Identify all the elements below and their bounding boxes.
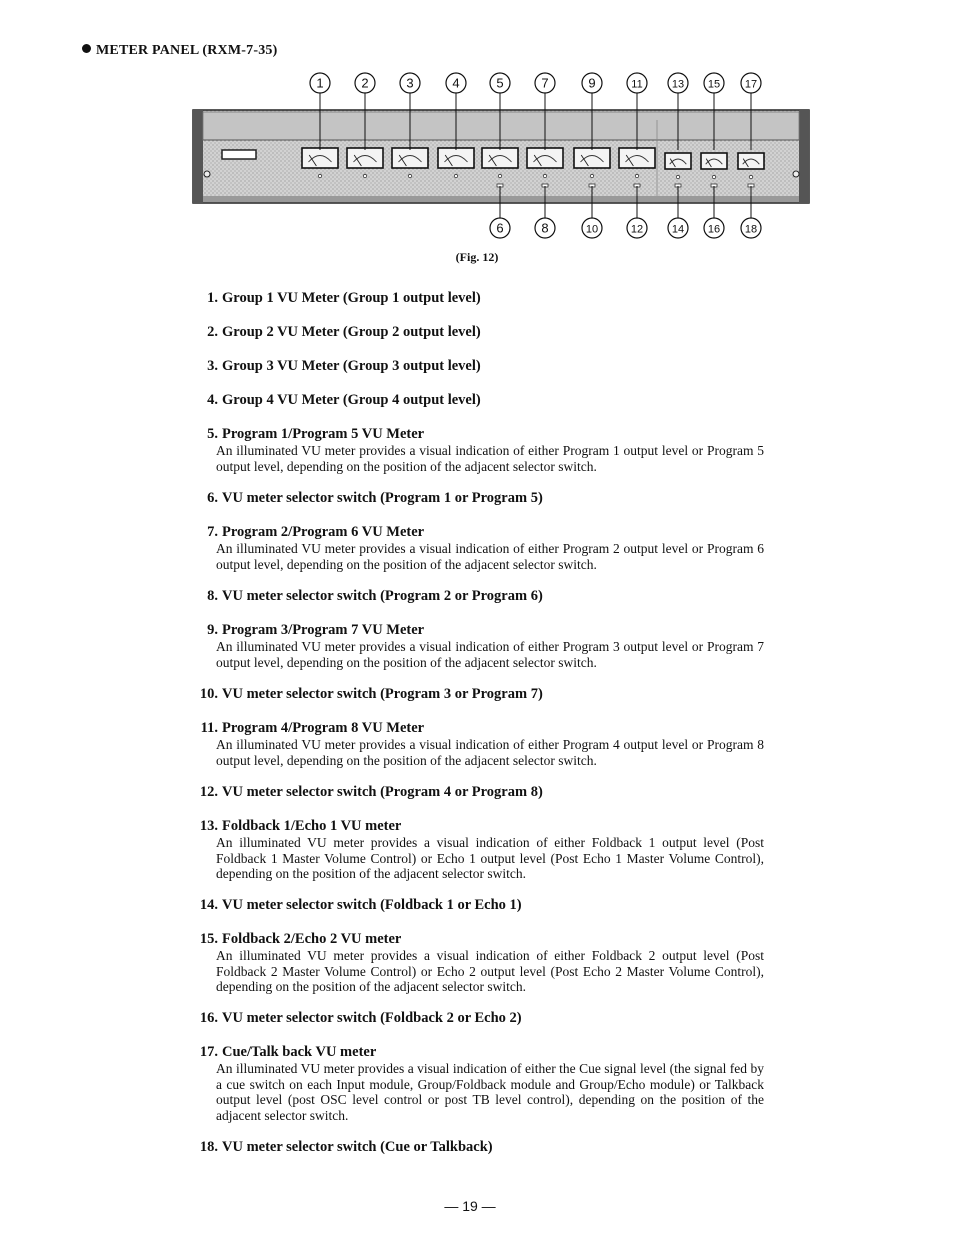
section-heading-text: METER PANEL (RXM-7-35) [96, 43, 278, 58]
list-item [186, 358, 776, 375]
item-number: 8. [207, 588, 218, 604]
item-description: An illuminated VU meter provides a visual indication of either Foldback 2 output level (Post Foldback 2 Master Volume Control) or Echo 2 output level (Post Echo 2 Master Volume Control), depending on the position of the adjacent selector switch. [216, 948, 764, 995]
list-item [186, 1044, 776, 1123]
item-number: 9. [207, 622, 218, 638]
item-number: 18. [199, 1139, 218, 1155]
callout-number: 1 [316, 75, 324, 91]
callout-number: 5 [496, 75, 504, 91]
item-number: 11. [200, 720, 218, 736]
list-item [186, 290, 776, 307]
item-number: 5. [207, 426, 218, 442]
item-title: Group 3 VU Meter (Group 3 output level) [222, 358, 481, 374]
item-description: An illuminated VU meter provides a visual indication of either Program 1 output level or Program 5 output level, depending on the position of the adjacent selector switch. [216, 443, 764, 474]
item-title: Program 4/Program 8 VU Meter [222, 720, 425, 736]
item-title: Program 3/Program 7 VU Meter [222, 622, 425, 638]
item-number: 15. [199, 931, 218, 947]
item-title: Program 2/Program 6 VU Meter [222, 524, 425, 540]
item-number: 7. [207, 524, 218, 540]
figure-caption: (Fig. 12) [455, 250, 499, 264]
item-number: 14. [199, 897, 218, 913]
item-title: Foldback 1/Echo 1 VU meter [222, 818, 402, 834]
item-description: An illuminated VU meter provides a visual indication of either Program 3 output level or Program 7 output level, depending on the position of the adjacent selector switch. [216, 639, 764, 670]
item-description: An illuminated VU meter provides a visual indication of either Foldback 1 output level (Post Foldback 1 Master Volume Control) or Echo 1 output level (Post Echo 1 Master Volume Control), depending on the position of the adjacent selector switch. [216, 835, 764, 882]
item-number: 17. [199, 1044, 218, 1060]
callout-number: 8 [541, 220, 549, 236]
callout-number: 16 [707, 223, 721, 236]
callout-number: 6 [496, 220, 504, 236]
list-item [186, 784, 776, 801]
page-number: — 19 — [444, 1198, 496, 1214]
item-number: 1. [207, 290, 218, 306]
item-title: Cue/Talk back VU meter [222, 1044, 377, 1060]
callout-number: 14 [671, 223, 685, 236]
callout-number: 10 [585, 223, 599, 236]
callout-number: 11 [631, 78, 643, 91]
item-title: Group 1 VU Meter (Group 1 output level) [222, 290, 481, 306]
item-title: VU meter selector switch (Foldback 1 or Echo 1) [222, 897, 522, 913]
list-item [186, 490, 776, 507]
item-title: Foldback 2/Echo 2 VU meter [222, 931, 402, 947]
item-title: VU meter selector switch (Foldback 2 or Echo 2) [222, 1010, 522, 1026]
list-item [186, 686, 776, 703]
item-title: VU meter selector switch (Cue or Talkback) [222, 1139, 493, 1155]
item-number: 12. [199, 784, 218, 800]
list-item [186, 931, 776, 995]
callout-number: 7 [541, 75, 549, 91]
item-title: VU meter selector switch (Program 4 or Program 8) [222, 784, 543, 800]
item-description: An illuminated VU meter provides a visual indication of either Program 4 output level or Program 8 output level, depending on the position of the adjacent selector switch. [216, 737, 764, 768]
callout-number: 9 [588, 75, 596, 91]
callout-number: 18 [744, 223, 758, 236]
list-item [186, 324, 776, 341]
item-title: VU meter selector switch (Program 1 or Program 5) [222, 490, 543, 506]
list-item [186, 897, 776, 914]
callout-number: 13 [671, 78, 685, 91]
item-title: Group 4 VU Meter (Group 4 output level) [222, 392, 481, 408]
list-item [186, 588, 776, 605]
list-item [186, 818, 776, 882]
item-title: VU meter selector switch (Program 3 or Program 7) [222, 686, 543, 702]
item-number: 2. [207, 324, 218, 340]
list-item [186, 1010, 776, 1027]
callout-number: 2 [361, 75, 369, 91]
list-item [186, 622, 776, 670]
list-item [186, 392, 776, 409]
list-item [186, 1139, 776, 1156]
item-number: 6. [207, 490, 218, 506]
list-item [186, 524, 776, 572]
item-title: Group 2 VU Meter (Group 2 output level) [222, 324, 481, 340]
name-plate [222, 150, 256, 159]
callout-number: 17 [744, 78, 758, 91]
list-item [186, 720, 776, 768]
callout-number: 12 [630, 223, 644, 236]
item-number: 13. [199, 818, 218, 834]
item-number: 10. [199, 686, 218, 702]
meter-panel-figure [0, 0, 954, 270]
callout-number: 4 [452, 75, 460, 91]
item-description: An illuminated VU meter provides a visual indication of either Program 2 output level or Program 6 output level, depending on the position of the adjacent selector switch. [216, 541, 764, 572]
item-number: 4. [207, 392, 218, 408]
callout-number: 3 [406, 75, 414, 91]
list-item [186, 426, 776, 474]
item-title: Program 1/Program 5 VU Meter [222, 426, 425, 442]
callout-number: 15 [707, 78, 721, 91]
item-number: 16. [199, 1010, 218, 1026]
item-description: An illuminated VU meter provides a visual indication of either the Cue signal level (the signal fed by a cue switch on each Input module, Group/Foldback module and Group/Echo module) or Talkback output level (post OSC level control or post TB level control), depending on the position of the adjacent selector switch. [216, 1061, 764, 1123]
item-title: VU meter selector switch (Program 2 or Program 6) [222, 588, 543, 604]
item-number: 3. [207, 358, 218, 374]
